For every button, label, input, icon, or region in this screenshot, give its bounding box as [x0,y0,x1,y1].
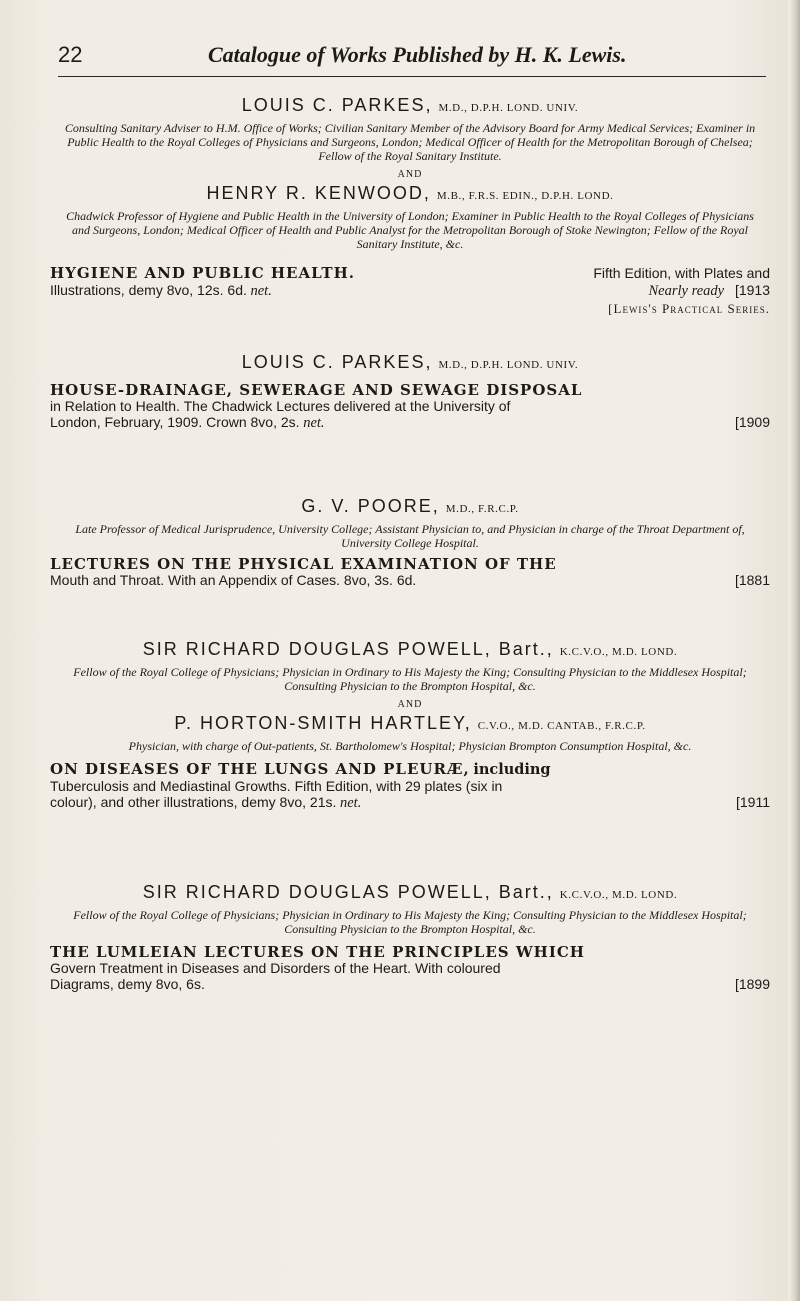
work-listing [50,761,770,811]
author-degrees: C.V.O., M.D. CANTAB., F.R.C.P. [477,720,646,732]
author-name: P. HORTON-SMITH HARTLEY, [174,713,472,733]
author-heading [50,881,770,906]
author-heading [50,94,770,119]
and-separator: AND [397,169,423,180]
work-listing [50,382,770,431]
net-price-note: net. [250,283,272,299]
catalogue-entry [50,881,770,992]
catalogue-content [50,86,770,992]
author-name: G. V. POORE, [301,496,440,516]
work-title-tail: including [473,761,551,778]
author-name: LOUIS C. PARKES, [241,95,433,115]
author-heading [50,351,770,376]
page-number: 22 [58,42,83,67]
page-edge-shadow [788,0,800,1301]
author-name: HENRY R. KENWOOD, [206,183,431,203]
author-qualifications: Fellow of the Royal College of Physicians; Physician in Ordinary to His Majesty the King; Consulting Physician to the Middlesex Hospital; Consulting Physician to the Brompton Hospital, &c. [73,665,747,693]
work-description-line: Diagrams, demy 8vo, 6s. [50,976,205,992]
work-description-line: in Relation to Health. The Chadwick Lectures delivered at the University of [50,398,511,414]
catalogue-entry [50,94,770,317]
page-header [58,42,758,72]
net-price-note: net. [303,415,325,431]
work-description-line: Mouth and Throat. With an Appendix of Cases. 8vo, 3s. 6d. [50,572,417,588]
publication-year: [1911 [736,794,770,810]
author-degrees: M.B., F.R.S. EDIN., D.P.H. LOND. [436,190,614,202]
publication-year: [1899 [734,976,770,992]
work-description-line: London, February, 1909. Crown 8vo, 2s. [50,414,300,430]
catalogue-entry [50,495,770,588]
net-price-note: net. [340,795,362,811]
work-title: ON DISEASES OF THE LUNGS AND PLEURÆ, [50,760,470,778]
work-description-line: Illustrations, demy 8vo, 12s. 6d. [50,282,247,298]
page-title: Catalogue of Works Published by H. K. Lewis. [208,42,627,67]
author-qualifications: Consulting Sanitary Adviser to H.M. Office of Works; Civilian Sanitary Member of the Advisory Board for Army Medical Services; Examiner in Public Health to the Royal Colleges of Physicians and Surgeons, London; Medical Officer of Health for the Metropolitan Borough of Chelsea; Fellow of the Royal Sanitary Institute. [64,121,756,163]
work-description-line: Tuberculosis and Mediastinal Growths. Fifth Edition, with 29 plates (six in [50,778,503,794]
author-heading [50,495,770,520]
work-title: THE LUMLEIAN LECTURES ON THE PRINCIPLES WHICH [50,943,585,961]
author-name: SIR RICHARD DOUGLAS POWELL, Bart., [142,639,554,659]
publication-year: [1913 [734,282,770,298]
work-title: HOUSE-DRAINAGE, SEWERAGE AND SEWAGE DISPOSAL [50,381,583,399]
work-title: LECTURES ON THE PHYSICAL EXAMINATION OF THE [50,555,557,573]
author-name: SIR RICHARD DOUGLAS POWELL, Bart., [142,882,554,902]
catalogue-entry [50,351,770,431]
work-description-line: Fifth Edition, with Plates and [593,265,770,281]
author-qualifications: Fellow of the Royal College of Physicians; Physician in Ordinary to His Majesty the King; Consulting Physician to the Middlesex Hospital; Consulting Physician to the Brompton Hospital, &c. [73,908,747,936]
work-description-line: Govern Treatment in Diseases and Disorders of the Heart. With coloured [50,960,501,976]
author-qualifications: Late Professor of Medical Jurisprudence, University College; Assistant Physician to, and Physician in charge of the Throat Department of, University College Hospital. [75,522,745,550]
author-qualifications: Chadwick Professor of Hygiene and Public Health in the University of London; Examiner in Public Health to the Royal Colleges of Physicians and Surgeons, London; Medical Officer of Health and Public Analyst for the Metropolitan Borough of Stoke Newington; Fellow of the Royal Sanitary Institute, &c. [66,209,754,251]
author-degrees: K.C.V.O., M.D. LOND. [559,646,678,658]
catalogue-entry [50,638,770,811]
author-degrees: M.D., F.R.C.P. [445,503,519,515]
author-heading [50,712,770,737]
publication-year: [1909 [734,414,770,430]
publication-year: [1881 [734,572,770,588]
availability-note: Nearly ready [648,283,725,299]
author-degrees: K.C.V.O., M.D. LOND. [559,889,678,901]
work-description-line: colour), and other illustrations, demy 8vo, 21s. [50,794,337,810]
work-listing [50,944,770,992]
author-heading [50,638,770,663]
author-degrees: M.D., D.P.H. LOND. UNIV. [438,102,579,114]
header-rule [58,76,766,77]
work-listing [50,265,770,317]
author-qualifications: Physician, with charge of Out-patients, St. Bartholomew's Hospital; Physician Brompton Consumption Hospital, &c. [128,739,692,753]
author-heading [50,182,770,207]
series-note: [Lewis's Practical Series. [608,301,770,316]
and-separator: AND [397,699,423,710]
author-degrees: M.D., D.P.H. LOND. UNIV. [438,359,579,371]
work-title: HYGIENE AND PUBLIC HEALTH. [50,264,355,282]
author-name: LOUIS C. PARKES, [241,352,433,372]
work-listing [50,556,770,588]
